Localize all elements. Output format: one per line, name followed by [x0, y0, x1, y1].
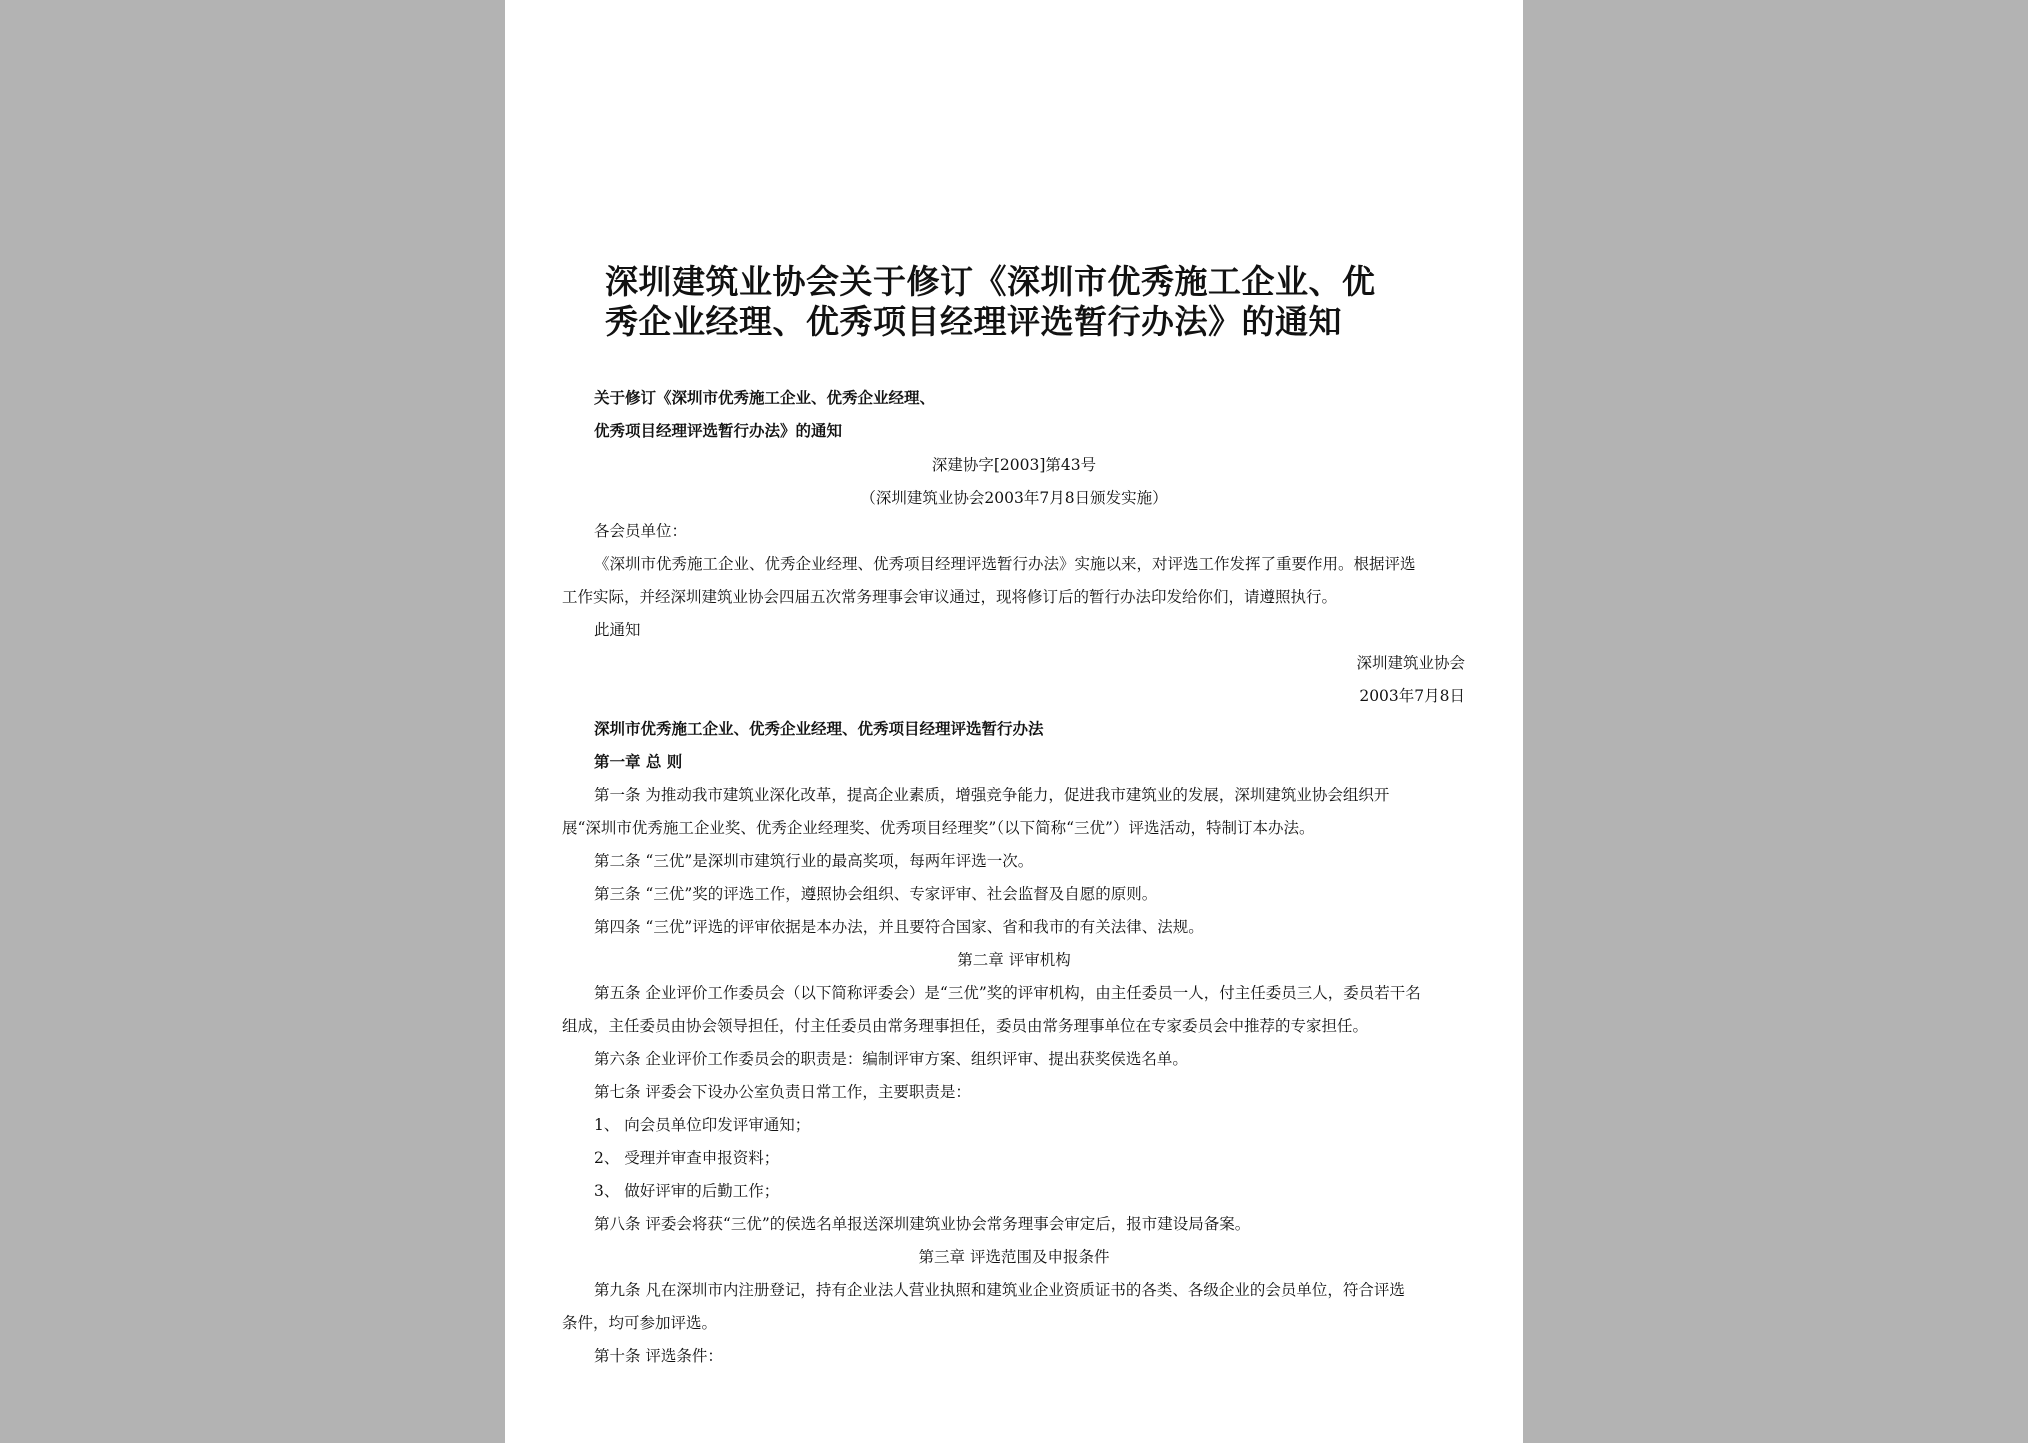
subtitle-line-2: 优秀项目经理评选暂行办法》的通知 [594, 421, 843, 440]
article-3: 第三条 “三优”奖的评选工作，遵照协会组织、专家评审、社会监督及自愿的原则。 [594, 885, 1158, 903]
chapter-3-title: 第三章 评选范围及申报条件 [918, 1248, 1110, 1266]
article-5-line-2: 组成，主任委员由协会领导担任，付主任委员由常务理事担任，委员由常务理事单位在专家委员会中推荐的专家担任。 [562, 1017, 1369, 1035]
article-9-line-2: 条件，均可参加评选。 [562, 1314, 718, 1332]
article-10: 第十条 评选条件： [594, 1347, 723, 1365]
body-line-1: 《深圳市优秀施工企业、优秀企业经理、优秀项目经理评选暂行办法》实施以来，对评选工作发挥了重要作用。根据评选 [594, 555, 1416, 573]
issue-note: （深圳建筑业协会2003年7月8日颁发实施） [860, 489, 1168, 507]
rules-title: 深圳市优秀施工企业、优秀企业经理、优秀项目经理评选暂行办法 [594, 719, 1044, 738]
doc-number: 深建协字[2003]第43号 [931, 456, 1097, 474]
subtitle-line-1: 关于修订《深圳市优秀施工企业、优秀企业经理、 [594, 388, 936, 407]
title-line-2: 秀企业经理、优秀项目经理评选暂行办法》的通知 [605, 302, 1342, 341]
salutation: 各会员单位： [594, 522, 688, 540]
article-1-line-1: 第一条 为推动我市建筑业深化改革，提高企业素质，增强竞争能力，促进我市建筑业的发展，深圳建筑业协会组织开 [594, 786, 1390, 804]
article-7: 第七条 评委会下设办公室负责日常工作，主要职责是： [594, 1083, 971, 1101]
article-7-item-2: 2、 受理并审查申报资料； [594, 1149, 780, 1167]
article-8: 第八条 评委会将获“三优”的侯选名单报送深圳建筑业协会常务理事会审定后，报市建设局备案。 [594, 1215, 1251, 1233]
document-title [605, 262, 1465, 342]
closing: 此通知 [594, 621, 641, 639]
chapter-1-title: 第一章 总 则 [594, 752, 683, 771]
article-2: 第二条 “三优”是深圳市建筑行业的最高奖项，每两年评选一次。 [594, 852, 1034, 870]
chapter-2-title: 第二章 评审机构 [957, 951, 1071, 969]
signature-org: 深圳建筑业协会 [1356, 654, 1465, 672]
article-1-line-2: 展“深圳市优秀施工企业奖、优秀企业经理奖、优秀项目经理奖”（以下简称“三优”）评选活动，特制订本办法。 [562, 819, 1315, 837]
article-7-item-3: 3、 做好评审的后勤工作； [594, 1182, 780, 1200]
article-6: 第六条 企业评价工作委员会的职责是：编制评审方案、组织评审、提出获奖侯选名单。 [594, 1050, 1188, 1068]
title-line-1: 深圳建筑业协会关于修订《深圳市优秀施工企业、优 [605, 262, 1376, 301]
article-5-line-1: 第五条 企业评价工作委员会（以下简称评委会）是“三优”奖的评审机构，由主任委员一人，付主任委员三人，委员若干名 [594, 984, 1421, 1002]
signature-date: 2003年7月8日 [1359, 687, 1465, 705]
article-7-item-1: 1、 向会员单位印发评审通知； [594, 1116, 811, 1134]
body-line-2: 工作实际，并经深圳建筑业协会四届五次常务理事会审议通过，现将修订后的暂行办法印发给你们，请遵照执行。 [562, 588, 1338, 606]
article-9-line-1: 第九条 凡在深圳市内注册登记，持有企业法人营业执照和建筑业企业资质证书的各类、各级企业的会员单位，符合评选 [594, 1281, 1405, 1299]
document-page [505, 0, 1523, 1443]
article-4: 第四条 “三优”评选的评审依据是本办法，并且要符合国家、省和我市的有关法律、法规。 [594, 918, 1204, 936]
